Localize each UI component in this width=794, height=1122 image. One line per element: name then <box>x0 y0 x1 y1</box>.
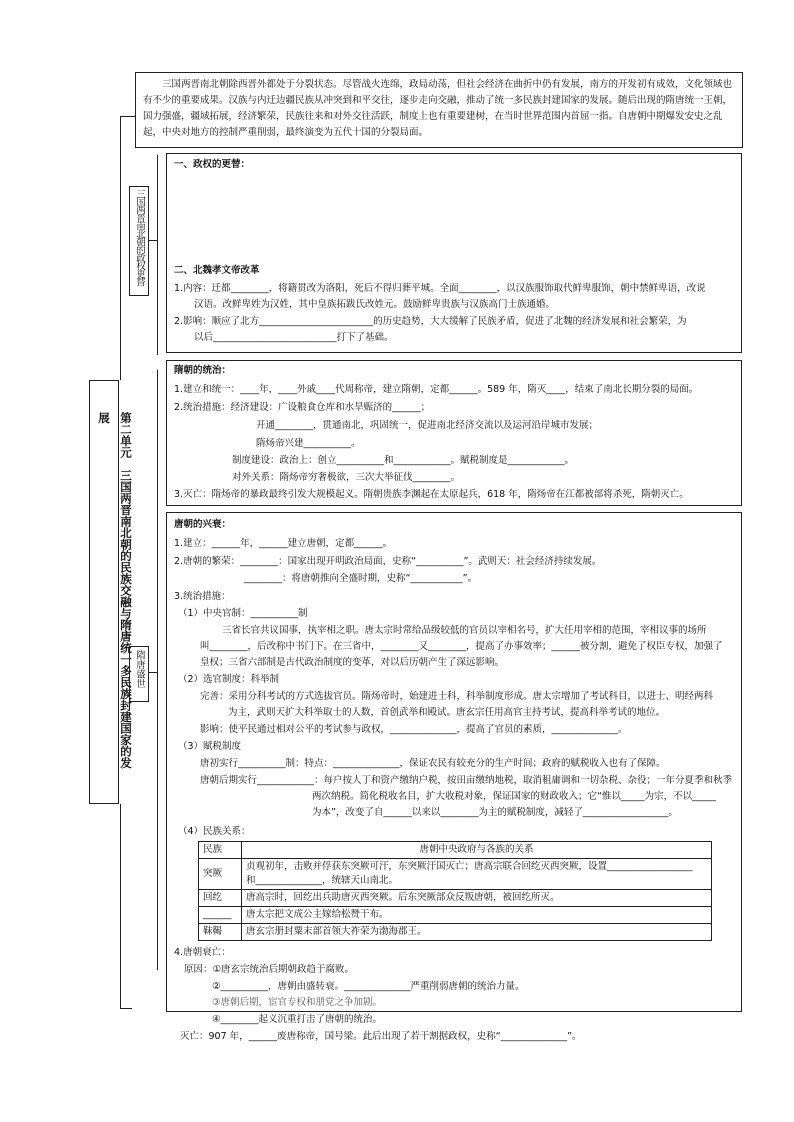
tang-line-15: 唐朝后期实行____________：每户按人丁和资产缴纳户税，按田亩缴纳地税，取消租庸调和一切杂税、杂役；一年分夏季和秋季 <box>200 775 733 786</box>
tang-line-14: 唐初实行__________制：特点：______________，保证农民有较充分的生产时间；政府的赋税收入也有了保障。 <box>200 758 666 769</box>
side-label-2: 隋唐盛世 <box>134 650 145 688</box>
section-regime-heading: 一、政权的更替： <box>174 159 251 170</box>
table-cell-line: 和______________，统辖天山南北。 <box>246 875 399 886</box>
tang-line-2: 2.唐朝的繁荣：________：国家出现开明政治局面，史称“__________”。武则天：社会经济持续发展。 <box>174 556 602 567</box>
tang-line-12: 影响：使平民通过相对公平的考试参与政权，______________，提高了官员的素质，______________。 <box>200 724 628 735</box>
tang-line-11: 为主，武则天扩大科举取士的人数，首创武举和殿试。唐玄宗任用高官主持考试，提高科举考试的地位。 <box>228 707 666 718</box>
decline-heading: 4.唐朝衰亡： <box>174 947 231 958</box>
tang-line-8: 皇权；三省六部制是古代政治制度的变革，对以后历朝产生了深远影响。 <box>200 657 505 668</box>
sub-bracket-1 <box>157 155 158 355</box>
table-row <box>199 859 712 890</box>
decline-line-5: 灭亡：907 年，______废唐称帝，国号梁。此后出现了若干割据政权，史称“______________”。 <box>180 1031 582 1042</box>
tang-line-6: 三省长官共议国事，执宰相之职。唐太宗时常给品级较低的官员以宰相名号，扩大任用宰相的范围，宰相议事的场所 <box>222 625 707 636</box>
table-row <box>199 924 712 941</box>
tang-line-3: ________：将唐朝推向全盛时期，史称“___________”。 <box>244 573 478 584</box>
section-sui-heading: 隋朝的统治： <box>174 365 232 376</box>
sui-line-3: 开通________，贯通南北，巩固统一，促进南北经济交流以及运河沿岸城市发展； <box>256 420 599 431</box>
tang-line-13: （3）赋税制度 <box>178 741 242 752</box>
sui-line-7: 3.灭亡：隋炀帝的暴政最终引发大规模起义。隋朝贵族李渊起在太原起兵，618 年，隋炀帝在江都被部将杀死，隋朝灭亡。 <box>174 489 689 500</box>
table-header-cell: 民族 <box>199 842 242 859</box>
bracket-tick-1 <box>120 116 135 117</box>
tang-line-17: 为本”，改变了自______以来以________为主的赋税制度，减轻了__________________。 <box>312 807 678 818</box>
bracket-line-bottom <box>120 804 121 1008</box>
table-cell-ethnic: 回纥 <box>199 890 242 907</box>
reform-line-4: 以后__________________________打下了基础。 <box>194 332 394 343</box>
tang-line-16: 两次纳税。简化税收名目，扩大收税对象，保证国家的财政收入；它“惟以_____为宗，不以_____ <box>312 791 716 802</box>
unit-title: 第二单元 三国两晋南北朝的民族交融与隋唐统一多民族封建国家的发展 <box>97 412 133 769</box>
bracket-tick-2 <box>120 1008 132 1009</box>
sui-line-5: 制度建设：政治上：创立__________和____________。赋税制度是____________。 <box>232 455 575 466</box>
decline-line-2: ②__________，唐朝由盛转衰。______________严重削弱唐朝的统治力量。 <box>212 981 525 992</box>
decline-line-3: ③唐朝后期，宦官专权和朋党之争加剧。 <box>212 997 383 1008</box>
reform-line-2: 汉语。改鲜卑姓为汉姓，其中皇族拓跋氏改姓元。鼓励鲜卑贵族与汉族高门士族通婚。 <box>194 299 556 310</box>
tang-line-9: （2）选官制度：科举制 <box>178 674 280 685</box>
table-row <box>199 890 712 907</box>
sui-line-4: 隋炀帝兴建__________。 <box>256 438 361 449</box>
table-header-row <box>199 842 712 859</box>
sub-bracket-2 <box>157 370 158 970</box>
tang-line-4: 3.统治措施： <box>174 591 231 602</box>
tang-line-18: （4）民族关系： <box>178 826 251 837</box>
section-reform-heading: 二、北魏孝文帝改革 <box>174 265 260 276</box>
decline-line-4: ④________起义沉重打击了唐朝的统治。 <box>212 1014 383 1025</box>
section-tang-heading: 唐朝的兴衰： <box>174 519 232 530</box>
bracket-line-top <box>120 116 121 380</box>
tang-line-5: （1）中央官制：__________制 <box>178 608 308 619</box>
table-cell-line: 贞观初年，击败并俘获东突厥可汗，东突厥汗国灭亡；唐高宗联合回纥灭西突厥，设置__________________ <box>246 861 693 872</box>
side-label-1: 三国两晋南北朝的政权更替 <box>134 189 145 285</box>
sui-line-1: 1.建立和统一：____年，____外戚____代周称帝，建立隋朝，定都______。589 年，隋灭____，结束了南北长期分裂的局面。 <box>174 384 699 395</box>
table-cell-ethnic: 靺鞨 <box>199 924 242 941</box>
reform-line-1: 1.内容：迁都________，将籍贯改为洛阳，死后不得归葬平城。全面________，以汉族服饰取代鲜卑服饰，朝中禁鲜卑语，改说 <box>174 283 706 294</box>
sub-bracket-2-tick <box>149 672 157 673</box>
ethnic-relations-table <box>198 841 712 941</box>
table-cell-relation <box>242 859 712 890</box>
table-row <box>199 907 712 924</box>
tang-line-1: 1.建立：______年，______建立唐朝，定都______。 <box>174 538 393 549</box>
table-cell-relation: 唐高宗时，回纥出兵助唐灭西突厥。后东突厥部众反叛唐朝，被回纥所灭。 <box>242 890 712 907</box>
table-cell-relation: 唐玄宗册封粟末部首领大祚荣为渤海郡王。 <box>242 924 712 941</box>
intro-text: 三国两晋南北朝除西晋外都处于分裂状态。尽管战火连绵，政局动荡，但社会经济在曲折中仍有发展，南方的开发初有成效，文化领域也有不少的重要成果。汉族与内迁边疆民族从冲突到和平交往，逐步走向交融，推动了统一多民族封建国家的发展。随后出现的隋唐统一王朝，国力强盛，疆域拓展，经济繁荣，民族往来和对外交往活跃，制度上也有重要建树，在当时世界范围内首屈一指。自唐朝中期爆发安史之乱起，中央对地方的控制严重削弱，最终演变为五代十国的分裂局面。 <box>143 79 733 138</box>
sui-line-2: 2.统治措施：经济建设：广设粮食仓库和水旱赈济的______； <box>174 402 431 413</box>
table-cell-ethnic: 突厥 <box>199 859 242 890</box>
table-cell-ethnic: ______ <box>199 907 242 924</box>
tang-line-10: 完善：采用分科考试的方式选拔官员。隋炀帝时，始建进士科，科举制度形成。唐太宗增加了考试科目，以进士、明经两科 <box>200 691 714 702</box>
table-header-cell: 唐朝中央政府与各族的关系 <box>242 842 712 859</box>
sub-bracket-1-tick <box>149 240 157 241</box>
table-cell-relation: 唐太宗把文成公主嫁给松赞干布。 <box>242 907 712 924</box>
reform-line-3: 2.影响：顺应了北方________________________的历史趋势，大大缓解了民族矛盾，促进了北魏的经济发展和社会繁荣，为 <box>174 316 687 327</box>
sui-line-6: 对外关系：隋炀帝穷奢极欲，三次大举征伐________。 <box>232 472 461 483</box>
tang-line-7: 叫________，后改称中书门下。在三省中，________又________，提高了办事效率；______被分割，避免了权臣专权，加强了 <box>200 641 723 652</box>
decline-line-1: 原因：①唐玄宗统治后期朝政趋于腐败。 <box>184 964 355 975</box>
